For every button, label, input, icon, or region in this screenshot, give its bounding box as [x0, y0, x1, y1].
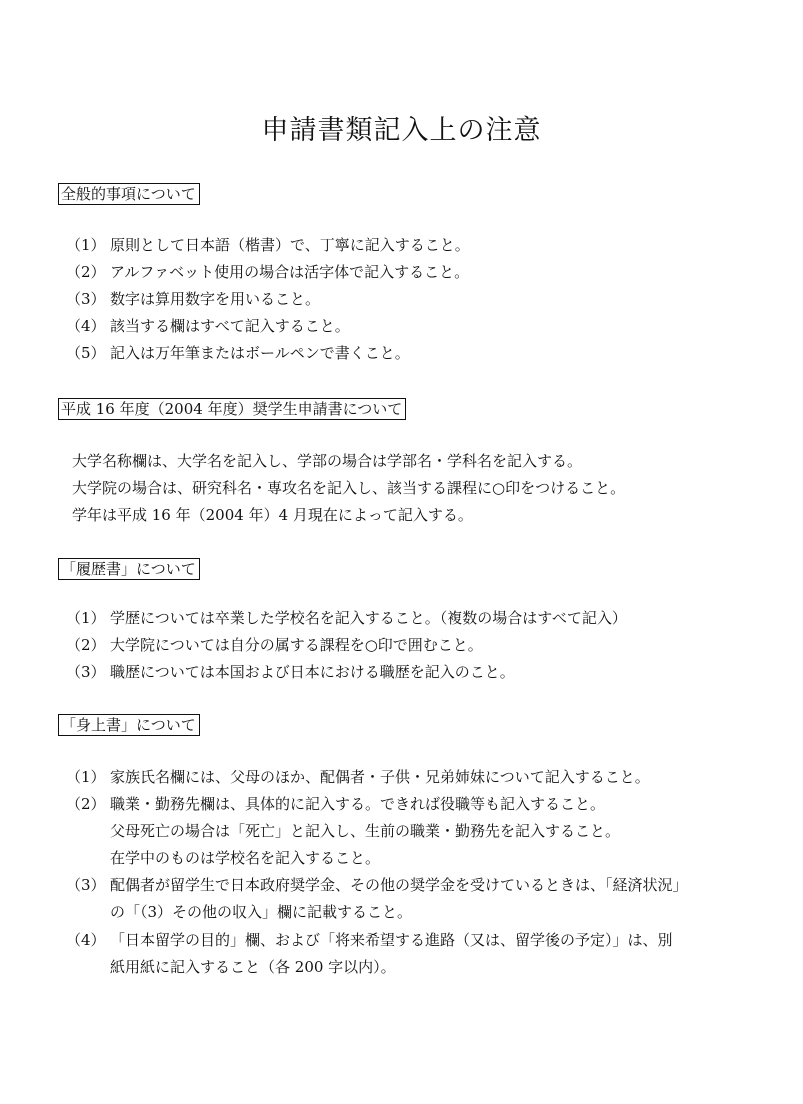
paragraph-line: 学年は平成 16 年（2004 年）4 月現在によって記入する。: [72, 506, 473, 524]
item-number: （4）: [66, 317, 106, 335]
item-text: 職歴については本国および日本における職歴を記入のこと。: [110, 663, 515, 681]
section-heading-personal: 「身上書」について: [58, 714, 200, 736]
item-number: （3）: [66, 876, 106, 894]
list-item-continuation: 紙用紙に記入すること（各 200 字以内）。: [110, 958, 396, 976]
item-text: 記入は万年筆またはボールペンで書くこと。: [110, 344, 410, 362]
list-item: [66, 767, 650, 787]
list-item: [66, 262, 469, 282]
list-item: [66, 635, 483, 655]
list-item-continuation: 在学中のものは学校名を記入すること。: [110, 849, 381, 867]
item-number: （1）: [66, 236, 106, 254]
list-item: [66, 316, 350, 336]
page-title: 申請書類記入上の注意: [261, 115, 542, 146]
section-heading-resume: 「履歴書」について: [58, 558, 200, 580]
item-text: 該当する欄はすべて記入すること。: [110, 317, 350, 335]
item-text: 職業・勤務先欄は、具体的に記入する。できれば役職等も記入すること。: [110, 795, 606, 813]
item-text: 配偶者が留学生で日本政府奨学金、その他の奨学金を受けているときは、「経済状況」: [110, 876, 688, 894]
list-item: [66, 875, 688, 895]
item-number: （1）: [66, 609, 106, 627]
item-number: （1）: [66, 768, 106, 786]
list-item: [66, 930, 673, 950]
paragraph-line: 大学名称欄は、大学名を記入し、学部の場合は学部名・学科名を記入する。: [72, 452, 583, 470]
list-item-continuation: の「（3）その他の収入」欄に記載すること。: [110, 903, 413, 921]
list-item: [66, 608, 627, 628]
item-number: （3）: [66, 290, 106, 308]
list-item: [66, 662, 515, 682]
item-text: 大学院については自分の属する課程を○印で囲むこと。: [110, 636, 483, 654]
item-text: 「日本留学の目的」欄、および「将来希望する進路（又は、留学後の予定）」は、別: [110, 931, 673, 949]
item-text: 原則として日本語（楷書）で、丁寧に記入すること。: [110, 236, 470, 254]
item-text: アルファベット使用の場合は活字体で記入すること。: [110, 263, 470, 281]
list-item-continuation: 父母死亡の場合は「死亡」と記入し、生前の職業・勤務先を記入すること。: [110, 822, 621, 840]
item-number: （2）: [66, 636, 106, 654]
paragraph-line: 大学院の場合は、研究科名・専攻名を記入し、該当する課程に○印をつけること。: [72, 479, 626, 497]
item-text: 家族氏名欄には、父母のほか、配偶者・子供・兄弟姉妹について記入すること。: [110, 768, 650, 786]
item-number: （4）: [66, 931, 106, 949]
item-number: （2）: [66, 263, 106, 281]
item-text: 学歴については卒業した学校名を記入すること。（複数の場合はすべて記入）: [110, 609, 627, 627]
list-item: [66, 794, 605, 814]
section-heading-general: 全般的事項について: [58, 183, 200, 205]
item-number: （2）: [66, 795, 106, 813]
item-number: （5）: [66, 344, 106, 362]
section-heading-application: 平成 16 年度（2004 年度）奨学生申請書について: [58, 398, 406, 420]
list-item: [66, 289, 320, 309]
list-item: [66, 235, 470, 255]
list-item: [66, 343, 410, 363]
item-number: （3）: [66, 663, 106, 681]
item-text: 数字は算用数字を用いること。: [110, 290, 321, 308]
